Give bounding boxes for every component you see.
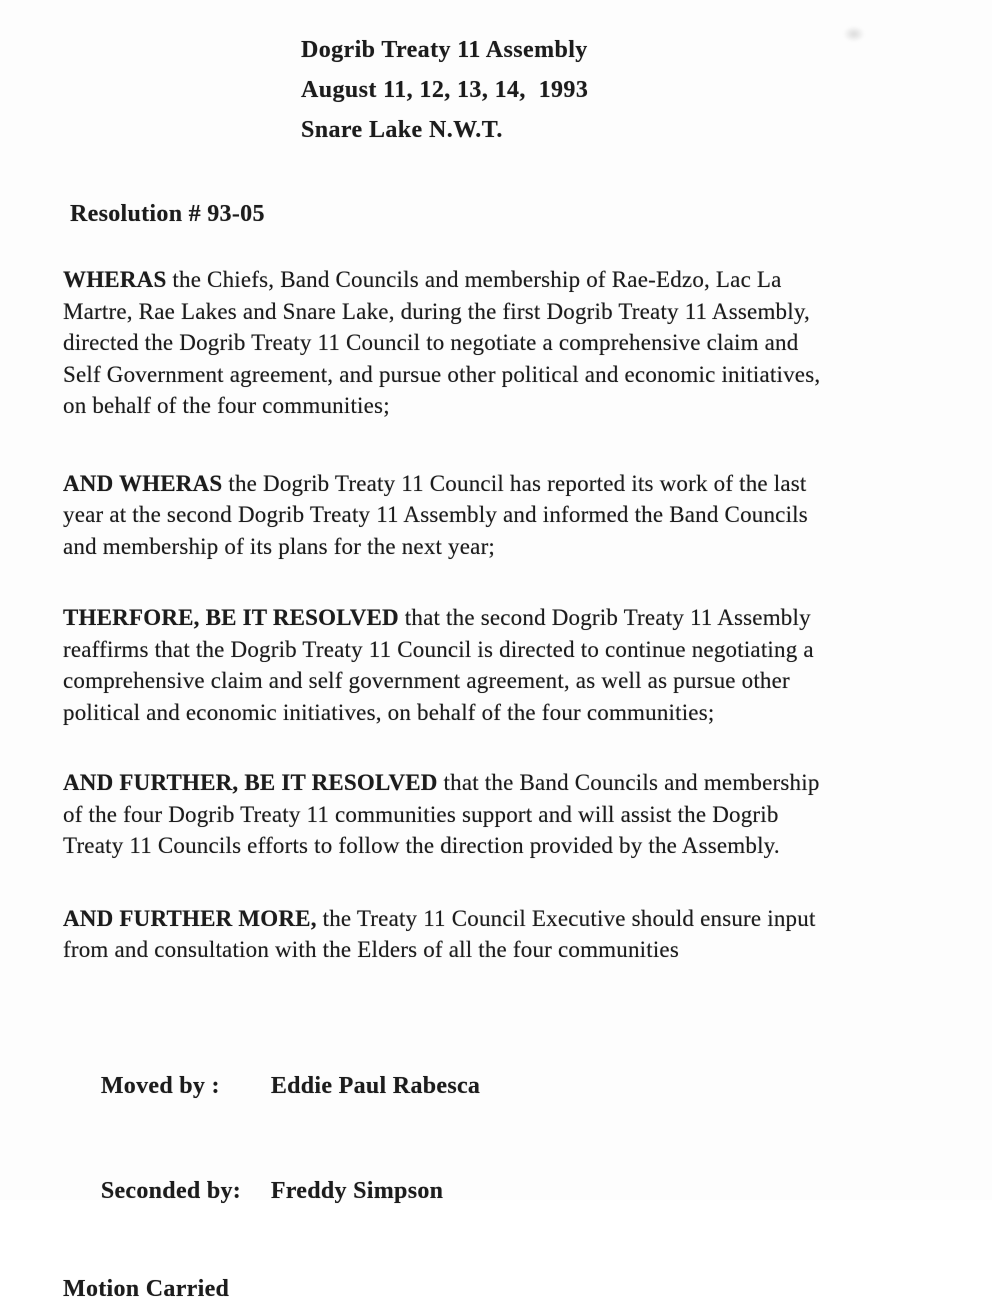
paragraph-and-whereas bbox=[63, 468, 952, 563]
moved-by-name: Eddie Paul Rabesca bbox=[270, 1072, 481, 1099]
paragraph-line: and membership of its plans for the next year; bbox=[63, 533, 496, 559]
paragraph-line: political and economic initiatives, on behalf of the four communities; bbox=[63, 699, 715, 725]
paragraph-lead: AND FURTHER MORE, bbox=[63, 905, 317, 931]
seconded-by-label: Seconded by: bbox=[100, 1177, 242, 1204]
paragraph-line: of the four Dogrib Treaty 11 communities support and will assist the Dogrib bbox=[63, 801, 779, 827]
assembly-title: Dogrib Treaty 11 Assembly bbox=[301, 37, 588, 63]
paragraph-lead: THERFORE, BE IT RESOLVED bbox=[63, 605, 399, 630]
paragraph-line bbox=[63, 767, 952, 799]
paragraph-whereas bbox=[63, 264, 952, 422]
resolution-number: Resolution # 93-05 bbox=[70, 201, 265, 227]
paragraph-text: the Chiefs, Band Councils and membership of Rae-Edzo, Lac La bbox=[166, 267, 782, 292]
paragraph-line: Treaty 11 Councils efforts to follow the direction provided by the Assembly. bbox=[63, 833, 780, 858]
seconded-by-row bbox=[63, 1139, 952, 1244]
moved-by-label: Moved by : bbox=[100, 1072, 220, 1099]
paragraph-further-resolved bbox=[63, 767, 952, 862]
document-header bbox=[301, 30, 952, 150]
seconded-by-name: Freddy Simpson bbox=[270, 1177, 444, 1204]
paragraph-lead: AND FURTHER, BE IT RESOLVED bbox=[63, 770, 438, 795]
paragraph-text: the Treaty 11 Council Executive should ensure input bbox=[316, 905, 816, 931]
paragraph-line: reaffirms that the Dogrib Treaty 11 Council is directed to continue negotiating a bbox=[63, 636, 814, 662]
paragraph-line bbox=[63, 602, 952, 634]
moved-by-row bbox=[63, 1034, 952, 1139]
paragraph-text: that the second Dogrib Treaty 11 Assembly bbox=[398, 605, 811, 630]
paragraph-line: directed the Dogrib Treaty 11 Council to negotiate a comprehensive claim and bbox=[63, 330, 799, 355]
assembly-dates: August 11, 12, 13, 14, 1993 bbox=[301, 77, 589, 103]
paragraph-line: from and consultation with the Elders of all the four communities bbox=[63, 937, 679, 962]
motion-status: Motion Carried bbox=[63, 1275, 230, 1302]
paragraph-line bbox=[63, 903, 952, 935]
paragraph-line: Self Government agreement, and pursue other political and economic initiatives, bbox=[63, 361, 821, 387]
paragraph-line: Martre, Rae Lakes and Snare Lake, during the first Dogrib Treaty 11 Assembly, bbox=[63, 298, 810, 324]
paragraph-lead: WHERAS bbox=[63, 267, 167, 292]
paragraph-line bbox=[63, 468, 952, 500]
paragraph-further-more bbox=[63, 903, 952, 966]
paragraph-line: comprehensive claim and self government agreement, as well as pursue other bbox=[63, 668, 790, 693]
assembly-location: Snare Lake N.W.T. bbox=[301, 117, 503, 143]
paragraph-text: that the Band Councils and membership bbox=[437, 770, 820, 795]
paragraph-text: the Dogrib Treaty 11 Council has reported its work of the last bbox=[222, 470, 807, 496]
paragraph-lead: AND WHERAS bbox=[63, 470, 223, 496]
paragraph-line bbox=[63, 264, 952, 296]
paragraph-line: year at the second Dogrib Treaty 11 Assembly and informed the Band Councils bbox=[63, 502, 808, 527]
paragraph-line: on behalf of the four communities; bbox=[63, 393, 390, 418]
paragraph-therefore-resolved bbox=[63, 602, 952, 728]
mover-section bbox=[63, 1034, 952, 1244]
